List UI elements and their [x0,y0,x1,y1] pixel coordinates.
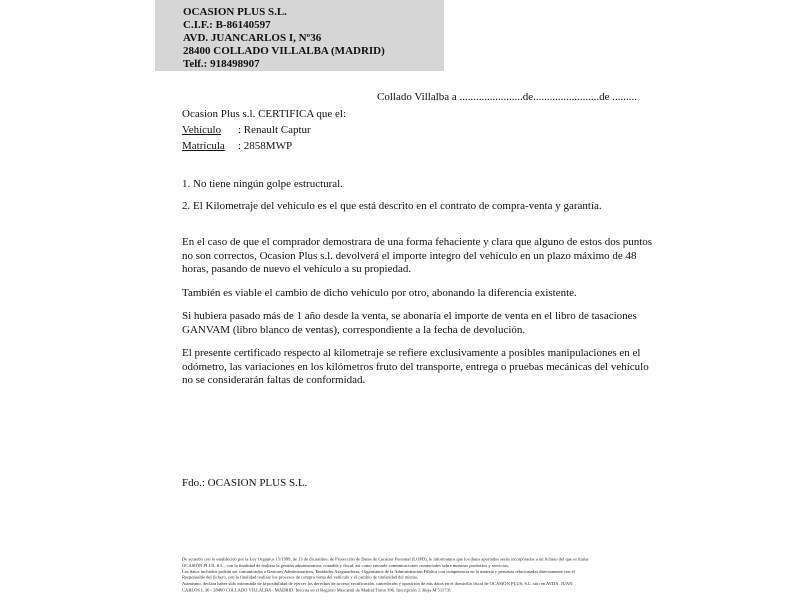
certifica-intro: Ocasion Plus s.l. CERTIFICA que el: [182,108,347,120]
plate-label: Matrícula [182,140,225,152]
company-phone: Telf.: 918498907 [183,58,260,70]
legal-line: Asimismo, declara haber sido informado de la posibilidad de ejercer los derechos de acceso, rectificación, cancelación y oposición de mis datos en el domicilio fiscal de OCASIÓN PLUS, S.L. sito en AVDA. JUAN [182,581,573,587]
company-header [155,0,444,71]
legal-footer-text [182,557,791,594]
vehicle-row [182,122,346,138]
company-city: 28400 COLLADO VILLALBA (MADRID) [183,45,385,57]
vehicle-label: Vehículo [182,124,222,136]
date-line: Collado Villalba a .......................de........................de ......... [377,91,638,103]
plate-value: : 2858MWP [238,140,293,152]
plate-row [182,138,346,154]
paragraph-odometer-disclaimer: El presente certificado respecto al kilometraje se refiere exclusivamente a posibles manipulaciones en el odómetro, las variaciones en los kilómetros fruto del transporte, entrega o pruebas mecánicas del vehículo no se considerarán faltas de conformidad. [182,347,649,386]
legal-line: De acuerdo con lo establecido por la Ley Orgánica 15/1999, de 13 de diciembre, de Protección de Datos de Carácter Personal (LOPD), le informamos que los datos aportados serán incorporados a un fichero del que es titular [182,557,589,562]
body-paragraphs [182,236,654,398]
paragraph-ganvam: Si hubiera pasado más de 1 año desde la venta, se abonaría el importe de venta en el libro de tasaciones GANVAM (libro blanco de ventas), correspondiente a la fecha de devolución. [182,310,637,336]
paragraph-refund-policy: En el caso de que el comprador demostrara de una forma fehaciente y clara que alguno de estos dos puntos no son correctos, Ocasion Plus s.l. devolverá el importe integro del vehículo en un plazo máximo de 48 horas, pasando de nuevo el vehículo a su propiedad. [182,236,653,275]
company-cif: C.I.F.: B-86140597 [183,19,271,31]
legal-footer [182,557,792,597]
paragraph-vehicle-exchange: También es viable el cambio de dicho vehículo por otro, abonando la diferencia existente. [182,286,577,299]
point-mileage: 2. El Kilometraje del vehículo es el que está descrito en el contrato de compra-venta y garantía. [182,200,602,212]
legal-line: Responsable del fichero, con la finalidad realizar los procesos de compra venta del vehículo y el cambio de titularidad del mismo. [182,575,419,581]
company-name: OCASION PLUS S.L. [183,6,287,18]
vehicle-value: : Renault Captur [238,124,311,136]
signature-line: Fdo.: OCASION PLUS S.L. [182,477,308,489]
point-structural-damage: 1. No tiene ningún golpe estructural. [182,178,343,190]
legal-line: CARLOS I, 36 - 28400 COLLADO VILLALBA - MADRID. Inscrita en el Registro Mercantil de Madrid Tomo 196. Inscripción 1. Hoja M 511731 [182,587,452,593]
certificate-block [182,106,346,154]
legal-line: Los datos incluidos podrán ser comunicados a Gestores Administrativos, Entidades Aseguradoras, Organismos de la Administración Pública con competencia en la materia y personas relacionadas directamente con el [182,569,575,575]
company-address: AVD. JUANCARLOS I, Nº36 [183,32,322,44]
legal-line: OCASIÓN PLUS, S.L., con la finalidad de realizar la gestión administrativa, contable y fiscal, así como enviarle comunicaciones comerciales sobre nuestros productos y servicios. [182,563,510,569]
